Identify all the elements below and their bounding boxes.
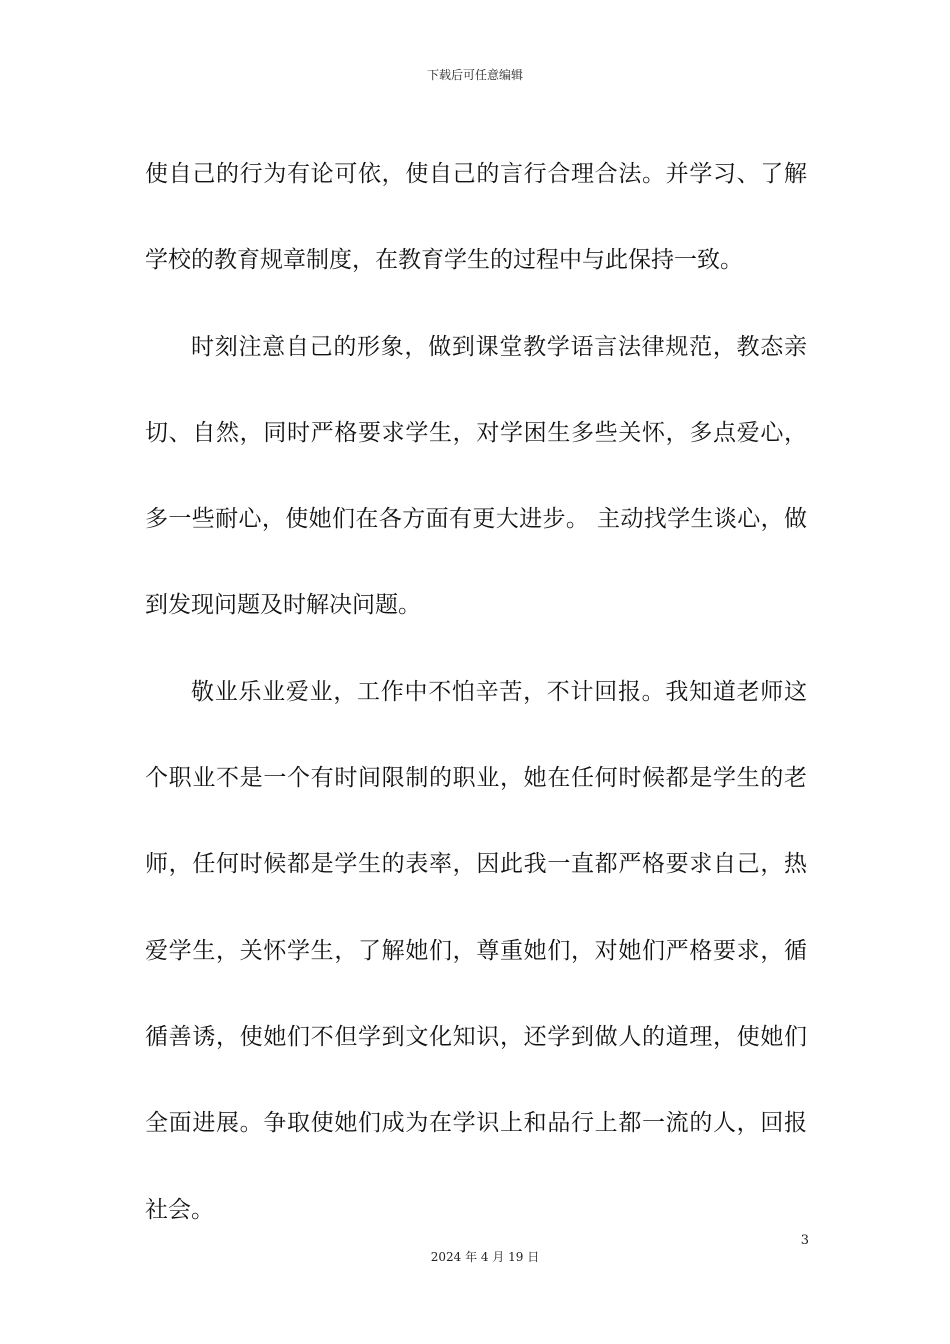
page-number: 3 <box>800 1233 809 1248</box>
page-footer-date: 2024 年 4 月 19 日 <box>430 1250 540 1264</box>
paragraph-2: 时刻注意自己的形象，做到课堂教学语言法律规范，教态亲切、自然，同时严格要求学生，对学困生多些关怀，多点爱心，多一些耐心，使她们在各方面有更大进步。 主动找学生谈心，做到发现问题及时解决问题。 <box>145 333 807 619</box>
paragraph-3: 敬业乐业爱业，工作中不怕辛苦，不计回报。我知道老师这个职业不是一个有时间限制的职业，她在任何时候都是学生的老师，任何时候都是学生的表率，因此我一直都严格要求自己，热爱学生，关怀学生，了解她们，尊重她们，对她们严格要求，循循善诱，使她们不但学到文化知识，还学到做人的道理，使她们全面进展。争取使她们成为在学识上和品行上都一流的人，回报社会。 <box>145 678 807 1223</box>
page-header: 下载后可任意编辑 <box>426 68 523 82</box>
document-body <box>145 131 807 1253</box>
paragraph-1: 使自己的行为有论可依，使自己的言行合理合法。并学习、了解学校的教育规章制度，在教育学生的过程中与此保持一致。 <box>145 161 807 274</box>
